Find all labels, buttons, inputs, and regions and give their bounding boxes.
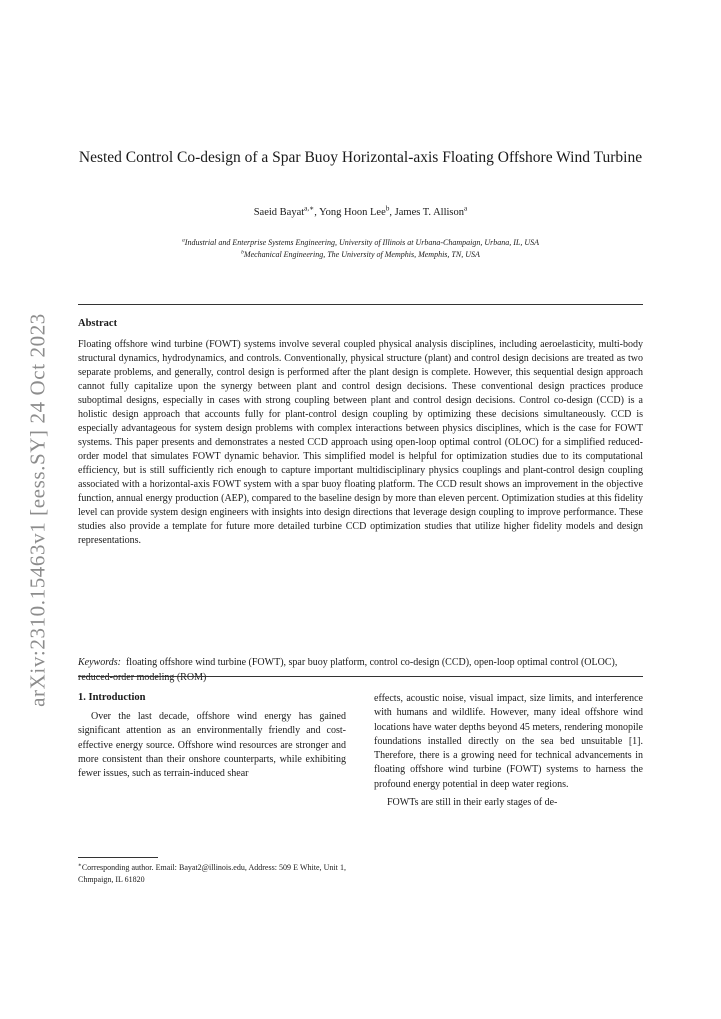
intro-paragraph-next: FOWTs are still in their early stages of de-: [387, 797, 558, 809]
affiliation-sup: b: [241, 249, 244, 256]
keywords-label: Keywords:: [78, 657, 121, 668]
left-column: [78, 692, 346, 781]
footnote-text: Corresponding author. Email: Bayat2@illinois.edu, Address: 509 E White, Unit 1, Chmpaign, IL 61820: [78, 863, 346, 884]
footnote-rule: [78, 857, 158, 858]
footnote: [78, 862, 346, 885]
section-heading-introduction: 1. Introduction: [78, 692, 146, 703]
affiliation-text: Industrial and Enterprise Systems Engineering, University of Illinois at Urbana-Champaign, Urbana, IL, USA: [184, 238, 539, 247]
author-name: James T. Allison: [394, 207, 464, 218]
arxiv-stamp-text: arXiv:2310.15463v1 [eess.SY] 24 Oct 2023: [25, 313, 50, 707]
author-list: Saeid Bayat$^{a,∗}$, Yong Hoon Lee$^b$, James T. Allison$^a$: [253, 203, 468, 218]
keywords-text: floating offshore wind turbine (FOWT), spar buoy platform, control co-design (CCD), open-loop optimal control (OLOC), reduced-order modeling (ROM): [78, 657, 618, 683]
author-sup: b: [385, 203, 390, 213]
affiliation-sup: a: [182, 237, 185, 244]
intro-paragraph: Over the last decade, offshore wind energy has gained significant attention as an environmentally friendly and cost-effective energy source. Offshore wind resources are stronger and more consistent than their onshore counterparts, while exhibiting fewer issues, such as terrain-induced shear: [78, 711, 346, 780]
abstract-text: Floating offshore wind turbine (FOWT) systems involve several coupled physical analysis disciplines, including aeroelasticity, multi-body structural dynamics, hydrodynamics, and controls. Conventionally, physical structure (plant) and control design decisions are treated as two separate problems, and generally, control design is performed after the plant design is complete. However, this sequential design approach cannot fully capitalize upon the synergy between plant and control design decisions. These conventional design practices produce suboptimal designs, especially in cases with strong coupling between plant and control design decisions. Control co-design (CCD) is a holistic design approach that accounts fully for plant-control design coupling by optimizing these decisions simultaneously. CCD is especially advantageous for system design problems with complex interactions between physics disciplines, which is the case for FOWT systems. This paper presents and demonstrates a nested CCD approach using open-loop optimal control (OLOC) for a simplified reduced-order model that simulates FOWT dynamic behavior. This simplified model is helpful for optimization studies due to its computational efficiency, but is still sufficiently rich enough to capture important multidisciplinary physics couplings and plant-control design coupling associated with a horizontal-axis FOWT system with a spar buoy floating platform. The CCD result shows an improvement in the objective function, annual energy production (AEP), compared to the baseline design by more than eleven percent. Optimization studies at this fidelity level can provide system design engineers with insights into design directions that leverage design coupling to improve performance. These studies also provide a template for future more detailed turbine CCD optimization studies that utilize higher fidelity models and design representations.: [78, 339, 643, 546]
footnote-sup: ∗: [78, 862, 82, 869]
abstract-top-rule: [78, 304, 643, 305]
author-name: Yong Hoon Lee: [319, 207, 386, 218]
affiliation-line: [78, 249, 643, 261]
author-name: Saeid Bayat: [253, 207, 305, 218]
keywords: [78, 656, 643, 685]
arxiv-stamp: [18, 310, 58, 710]
author-sup: a: [464, 203, 468, 213]
intro-paragraph-continued: effects, acoustic noise, visual impact, size limits, and interference with humans and wildlife. However, many ideal offshore wind locations have water depths beyond 45 meters, rendering monopile foundations installed directly on the sea bed unsuitable [1]. Therefore, there is a growing need for technical advancements in floating offshore wind turbine (FOWT) systems to harness the profound energy potential in deep water regions.: [374, 693, 643, 790]
right-column: [374, 692, 643, 810]
abstract-bottom-rule: [78, 676, 643, 677]
affiliation-text: Mechanical Engineering, The University of Memphis, Memphis, TN, USA: [243, 250, 480, 259]
affiliation-line: [78, 237, 643, 249]
abstract-heading: Abstract: [78, 318, 118, 329]
affiliations: [78, 237, 643, 261]
paper-title: Nested Control Co-design of a Spar Buoy Horizontal-axis Floating Offshore Wind Turbine: [78, 149, 643, 166]
author-sup: a,∗: [304, 203, 315, 213]
